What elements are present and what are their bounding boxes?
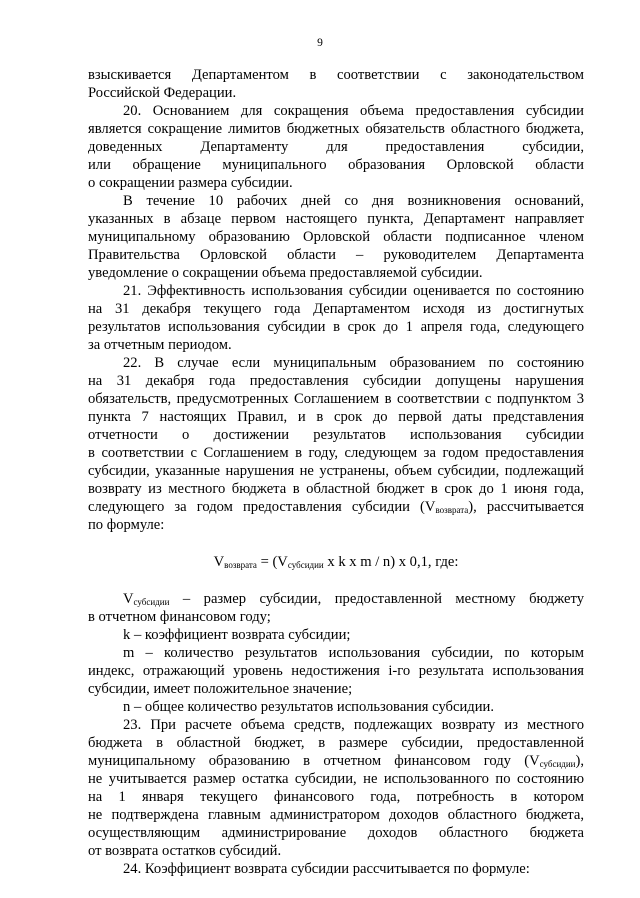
paragraph-22 — [88, 354, 584, 534]
text-line: 20. Основанием для сокращения объема предоставления субсидии — [123, 103, 584, 119]
text-line: В течение 10 рабочих дней со дня возникновения оснований, — [123, 193, 584, 209]
formula-text: x k x m / n) x 0,1, где: — [323, 554, 459, 570]
text-fragment: ), рассчитывается — [468, 499, 585, 515]
text-line: отчетности о достижении результатов использования субсидии — [88, 427, 584, 443]
text-line: пункта 7 настоящих Правил, и в срок до первой даты представления — [88, 409, 584, 425]
text-fragment: ), — [575, 753, 584, 769]
text-line: 22. В случае если муниципальным образованием по состоянию — [123, 355, 584, 371]
text-line: доведенных Департаменту для предоставления субсидии, — [88, 139, 584, 155]
formula-text: = (V — [256, 554, 288, 570]
formula-symbol: V — [123, 591, 134, 607]
definition-k — [88, 626, 584, 644]
text-line: результатов использования субсидии в срок до 1 апреля года, следующего — [88, 319, 584, 335]
text-fragment: муниципальному образованию в отчетном финансовом году (V — [88, 753, 540, 769]
text-line: 23. При расчете объема средств, подлежащих возврату из местного — [123, 717, 584, 733]
text-line: муниципальному образованию Орловской области подписанное членом — [88, 229, 584, 245]
subscript: субсидии — [287, 560, 324, 570]
text-line: обязательств, предусмотренных Соглашением в соответствии с подпунктом 3 — [88, 391, 584, 407]
subscript: субсидии — [539, 759, 576, 769]
text-line: 21. Эффективность использования субсидии оценивается по состоянию — [123, 283, 584, 299]
text-line: на 1 января текущего финансового года, потребность в котором — [88, 789, 584, 805]
text-line: по формуле: — [88, 517, 165, 533]
text-line: субсидии, указанные нарушения не устранены, объем субсидии, подлежащий — [88, 463, 584, 479]
page-number: 9 — [317, 37, 323, 49]
subscript: субсидии — [133, 597, 170, 607]
subscript: возврата — [435, 505, 469, 515]
text-line: 24. Коэффициент возврата субсидии рассчитывается по формуле: — [123, 861, 530, 877]
text-line: в отчетном финансовом году; — [88, 609, 271, 625]
text-line: взыскивается Департаментом в соответствии с законодательством — [88, 67, 584, 83]
text-line: не учитывается размер остатка субсидии, не использованного по состоянию — [88, 771, 584, 787]
text-line: Российской Федерации. — [88, 85, 237, 101]
paragraph-20-second — [88, 192, 584, 282]
text-fragment: – размер субсидии, предоставленной местному бюджету — [169, 591, 584, 607]
text-line: уведомление о сокращении объема предоставляемой субсидии. — [88, 265, 483, 281]
text-line: k – коэффициент возврата субсидии; — [123, 627, 351, 643]
paragraph-continuation — [88, 66, 584, 102]
text-line: за отчетным периодом. — [88, 337, 232, 353]
definition-n — [88, 698, 584, 716]
paragraph-23 — [88, 716, 584, 860]
text-line: возврату из местного бюджета в областной бюджет в срок до 1 июня года, — [88, 481, 584, 497]
text-line: n – общее количество результатов использования субсидии. — [123, 699, 494, 715]
paragraph-20 — [88, 102, 584, 192]
subscript: возврата — [224, 560, 257, 570]
definition-m — [88, 644, 584, 698]
text-line: является сокращение лимитов бюджетных обязательств областного бюджета, — [88, 121, 584, 137]
text-fragment: следующего за годом предоставления субсидии (V — [88, 499, 436, 515]
formula-symbol: V — [213, 554, 225, 570]
text-line: бюджета в областной бюджет, в размере субсидии, предоставленной — [88, 735, 584, 751]
text-line — [88, 498, 584, 516]
text-line: m – количество результатов использования субсидии, по которым — [123, 645, 584, 661]
text-line: в соответствии с Соглашением в году, следующем за годом предоставления — [88, 445, 584, 461]
text-line: на 31 декабря текущего года Департаментом исходя из достигнутых — [88, 301, 584, 317]
text-line: о сокращении размера субсидии. — [88, 175, 293, 191]
text-line: Правительства Орловской области – руководителем Департамента — [88, 247, 584, 263]
formula-refund — [88, 553, 584, 571]
document-body — [88, 66, 584, 878]
text-line: субсидии, имеет положительное значение; — [88, 681, 353, 697]
text-line — [88, 752, 584, 770]
text-line — [88, 590, 584, 608]
text-line: от возврата остатков субсидий. — [88, 843, 282, 859]
text-line: осуществляющим администрирование доходов областного бюджета — [88, 825, 584, 841]
text-line: не подтверждена главным администратором доходов областного бюджета, — [88, 807, 584, 823]
paragraph-24 — [88, 860, 584, 878]
text-line: на 31 декабря года предоставления субсидии допущены нарушения — [88, 373, 584, 389]
text-line: указанных в абзаце первом настоящего пункта, Департамент направляет — [88, 211, 584, 227]
text-line: индекс, отражающий уровень недостижения i-го результата использования — [88, 663, 584, 679]
paragraph-21 — [88, 282, 584, 354]
text-line: или обращение муниципального образования Орловской области — [88, 157, 584, 173]
definition-v — [88, 590, 584, 626]
